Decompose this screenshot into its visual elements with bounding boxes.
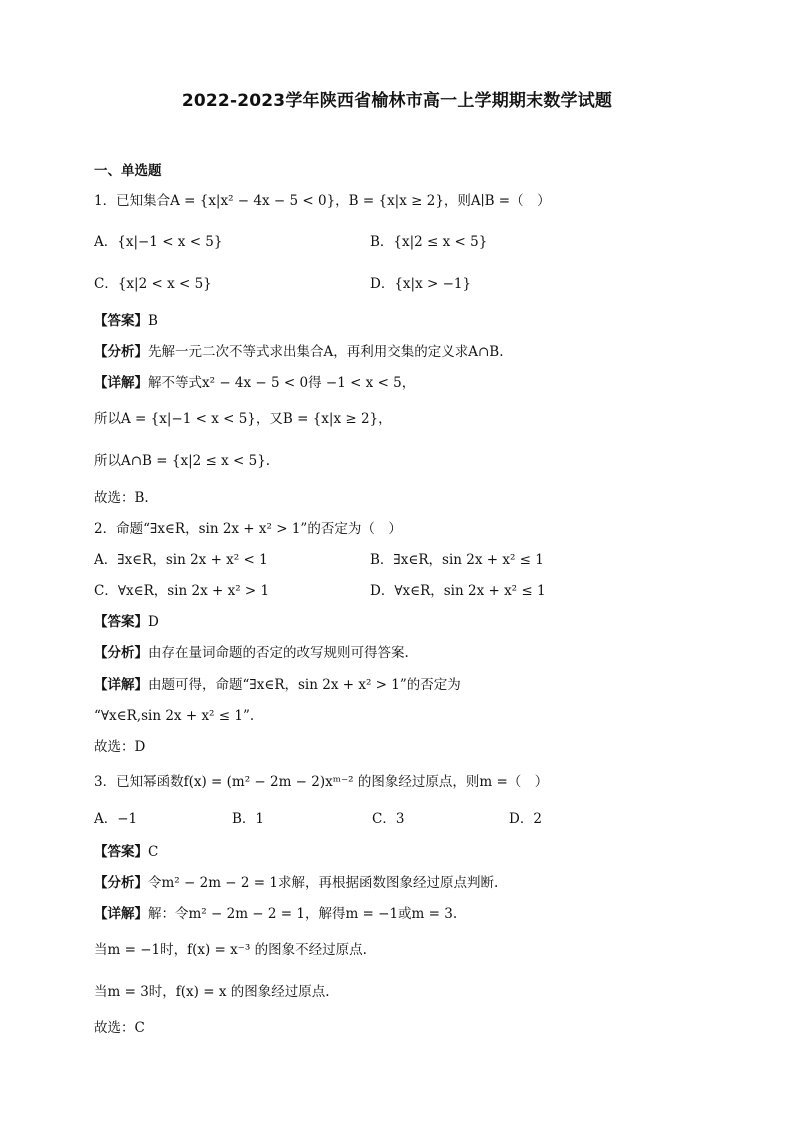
q2-option-a: A．∃x∈R，sin 2x + x² < 1: [94, 552, 268, 568]
analysis-tag: 【分析】: [94, 344, 148, 360]
q2-detail-line: “∀x∈R,sin 2x + x² ≤ 1”.: [94, 708, 255, 724]
analysis-text: 先解一元二次不等式求出集合A，再利用交集的定义求A∩B.: [148, 344, 504, 360]
detail-text: 由题可得，命题“∃x∈R，sin 2x + x² > 1”的否定为: [148, 677, 461, 693]
q2-analysis: [94, 643, 409, 663]
q1-option-b: B．{x|2 ≤ x < 5}: [370, 234, 488, 250]
q2-answer: [94, 612, 159, 632]
detail-tag: 【详解】: [94, 677, 148, 693]
detail-tag: 【详解】: [94, 375, 148, 391]
analysis-tag: 【分析】: [94, 875, 148, 891]
q3-answer: [94, 842, 158, 862]
q2-option-d: D．∀x∈R，sin 2x + x² ≤ 1: [370, 583, 546, 599]
section-heading: 一、单选题: [94, 163, 162, 179]
answer-tag: 【答案】: [94, 844, 148, 860]
answer-tag: 【答案】: [94, 313, 148, 329]
q3-detail-line: 当m = −1时，f(x) = x⁻³ 的图象不经过原点.: [94, 942, 367, 958]
q2-choose: 故选：D: [94, 739, 146, 755]
q3-option-a: A．−1: [94, 811, 138, 827]
q1-option-d: D．{x|x > −1}: [370, 276, 472, 292]
q1-detail-line: 所以A∩B = {x|2 ≤ x < 5}.: [94, 453, 271, 469]
q3-stem: 3．已知幂函数f(x) = (m² − 2m − 2)xᵐ⁻² 的图象经过原点，则m =（ ）: [94, 774, 549, 790]
q3-choose: 故选：C: [94, 1020, 145, 1036]
q3-detail-line: 当m = 3时，f(x) = x 的图象经过原点.: [94, 984, 330, 1000]
detail-text: 解不等式x² − 4x − 5 < 0得 −1 < x < 5，: [148, 375, 416, 391]
q3-analysis: [94, 873, 498, 893]
q1-stem: 1．已知集合A = {x|x² − 4x − 5 < 0}，B = {x|x ≥ 2}，则A∣B =（ ）: [94, 193, 551, 209]
q1-detail-line: 所以A = {x|−1 < x < 5}，又B = {x|x ≥ 2}，: [94, 411, 392, 427]
q2-option-b: B．∃x∈R，sin 2x + x² ≤ 1: [370, 552, 544, 568]
answer-value: C: [148, 844, 159, 860]
analysis-text: 由存在量词命题的否定的改写规则可得答案.: [148, 645, 409, 661]
q3-option-c: C．3: [372, 811, 405, 827]
analysis-text: 令m² − 2m − 2 = 1求解，再根据函数图象经过原点判断.: [148, 875, 499, 891]
q2-option-c: C．∀x∈R，sin 2x + x² > 1: [94, 583, 270, 599]
q3-option-d: D．2: [509, 811, 542, 827]
q1-answer: [94, 311, 158, 331]
detail-tag: 【详解】: [94, 906, 148, 922]
detail-text: 解：令m² − 2m − 2 = 1，解得m = −1或m = 3.: [148, 906, 458, 922]
q2-stem: 2．命题“∃x∈R，sin 2x + x² > 1”的否定为（ ）: [94, 521, 402, 537]
page-title: 2022-2023学年陕西省榆林市高一上学期期末数学试题: [181, 91, 613, 111]
answer-value: D: [148, 614, 159, 630]
q1-detail: [94, 373, 415, 393]
q1-choose: 故选：B.: [94, 490, 149, 506]
q1-option-c: C．{x|2 < x < 5}: [94, 276, 212, 292]
answer-value: B: [148, 313, 158, 329]
q1-option-a: A．{x|−1 < x < 5}: [94, 234, 223, 250]
analysis-tag: 【分析】: [94, 645, 148, 661]
q3-option-b: B．1: [232, 811, 265, 827]
q2-detail: [94, 675, 461, 695]
answer-tag: 【答案】: [94, 614, 148, 630]
q3-detail: [94, 904, 457, 924]
q1-analysis: [94, 342, 504, 362]
